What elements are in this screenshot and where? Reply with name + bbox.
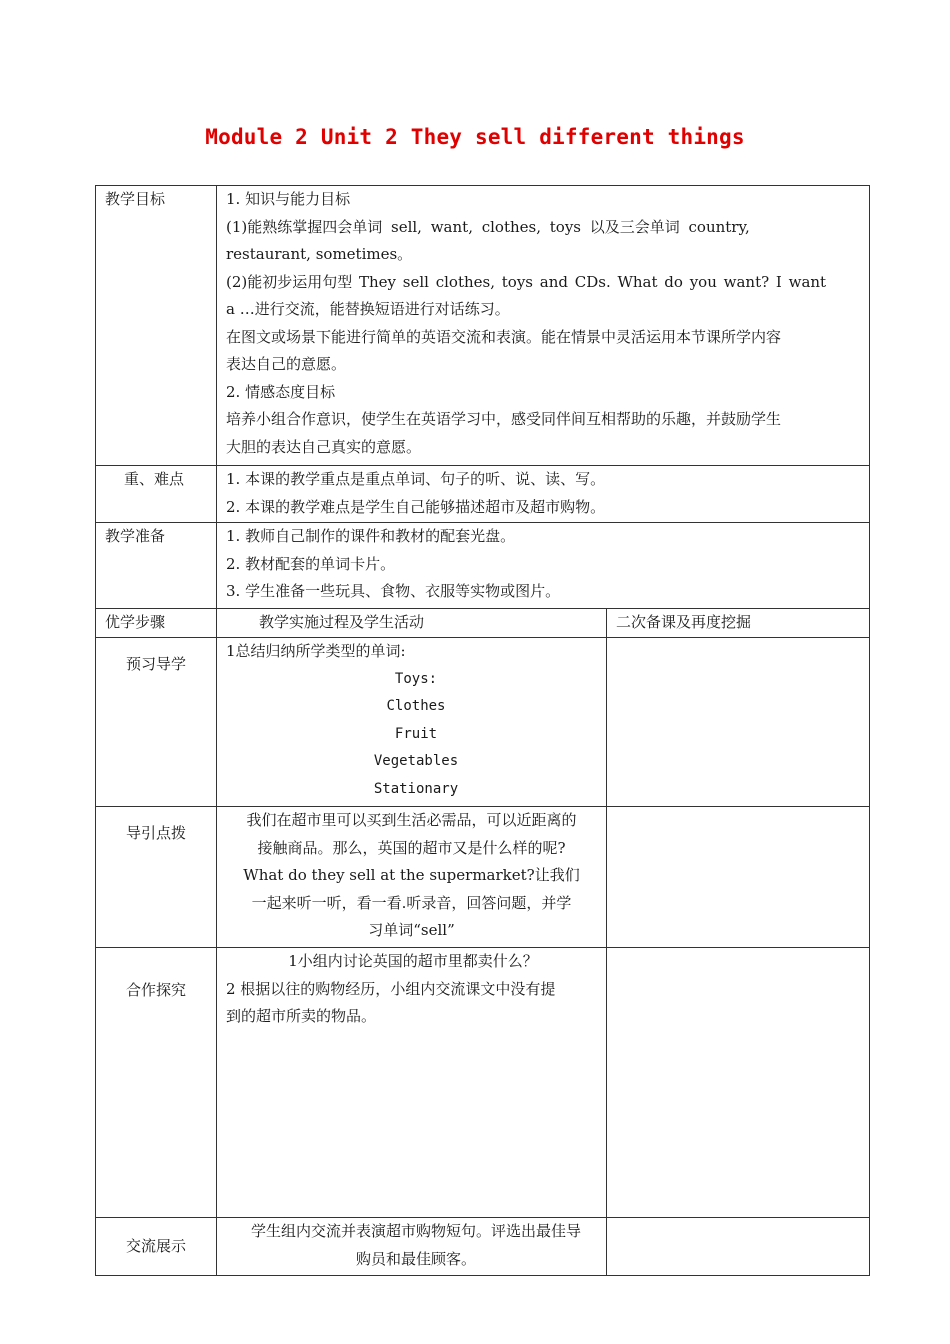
objective-line: 大胆的表达自己真实的意愿。 (226, 437, 422, 456)
presentation-notes (607, 1218, 870, 1276)
row-objectives (96, 186, 870, 466)
presentation-line: 购员和最佳顾客。 (355, 1249, 476, 1268)
cooperation-line: 1小组内讨论英国的超市里都卖什么？ (288, 952, 538, 970)
lesson-plan-table (95, 185, 870, 1276)
key-point-line: 1. 本课的教学重点是重点单词、句子的听、说、读、写。 (226, 470, 606, 488)
presentation-line: 学生组内交流并表演超市购物短句。评选出最佳导 (250, 1222, 581, 1240)
objective-line: restaurant, sometimes。 (226, 245, 413, 263)
preview-notes (607, 638, 870, 807)
guidance-content (217, 807, 607, 948)
row-guidance (96, 807, 870, 948)
guidance-line: 一起来听一听，看一看.听录音，回答问题，并学 (251, 893, 572, 912)
header-steps: 优学步骤 (96, 609, 217, 638)
header-process: 教学实施过程及学生活动 (217, 609, 607, 638)
word-category: Fruit (394, 725, 438, 742)
objective-line: (1)能熟练掌握四会单词 sell, want, clothes, toys 以及三会单词 country, (226, 217, 750, 236)
guidance-line: 我们在超市里可以买到生活必需品，可以近距离的 (246, 811, 577, 829)
objective-line: 表达自己的意愿。 (226, 355, 347, 373)
guidance-line: What do they sell at the supermarket?让我们 (243, 866, 580, 884)
word-category: Toys: (394, 670, 438, 687)
row-column-headers (96, 609, 870, 638)
guidance-notes (607, 807, 870, 948)
preparation-line: 1. 教师自己制作的课件和教材的配套光盘。 (226, 527, 516, 545)
cooperation-content (217, 948, 607, 1218)
word-category: Vegetables (373, 753, 459, 769)
cooperation-notes (607, 948, 870, 1218)
label-objectives: 教学目标 (96, 186, 217, 466)
objective-line: 在图文或场景下能进行简单的英语交流和表演。能在情景中灵活运用本节课所学内容 (226, 327, 782, 346)
presentation-content (217, 1218, 607, 1276)
label-guidance: 导引点拨 (96, 807, 217, 948)
header-revision: 二次备课及再度挖掘 (607, 609, 870, 638)
row-cooperation (96, 948, 870, 1218)
label-preview: 预习导学 (96, 638, 217, 807)
preview-content (217, 638, 607, 807)
word-category: Clothes (386, 698, 446, 714)
objective-heading-2: 2. 情感态度目标 (226, 382, 336, 401)
label-key-points: 重、难点 (96, 466, 217, 523)
objective-line: (2)能初步运用句型 They sell clothes, toys and CDs. What do you want? I want (226, 272, 827, 291)
cooperation-line: 2 根据以往的购物经历，小组内交流课文中没有提 (226, 979, 556, 998)
objective-heading-1: 1. 知识与能力目标 (226, 190, 351, 208)
preview-intro: 1总结归纳所学类型的单词: (226, 642, 406, 660)
row-preparation (96, 523, 870, 609)
label-presentation: 交流展示 (96, 1218, 217, 1276)
cooperation-line: 到的超市所卖的物品。 (226, 1007, 377, 1025)
guidance-line: 习单词“sell” (368, 921, 455, 939)
preparation-line: 2. 教材配套的单词卡片。 (226, 554, 396, 573)
key-points-content (217, 466, 870, 523)
objectives-content (217, 186, 870, 466)
label-preparation: 教学准备 (96, 523, 217, 609)
page-title: Module 2 Unit 2 They sell different things (205, 125, 745, 149)
objective-line: 培养小组合作意识，使学生在英语学习中，感受同伴间互相帮助的乐趣，并鼓励学生 (226, 410, 782, 428)
preparation-content (217, 523, 870, 609)
row-key-points (96, 466, 870, 523)
guidance-line: 接触商品。那么，英国的超市又是什么样的呢? (257, 838, 566, 857)
label-cooperation: 合作探究 (96, 948, 217, 1218)
row-preview (96, 638, 870, 807)
objective-line: a …进行交流，能替换短语进行对话练习。 (226, 300, 510, 318)
row-presentation (96, 1218, 870, 1276)
word-category: Stationary (373, 780, 459, 797)
key-point-line: 2. 本课的教学难点是学生自己能够描述超市及超市购物。 (226, 497, 606, 516)
preparation-line: 3. 学生准备一些玩具、食物、衣服等实物或图片。 (226, 582, 561, 600)
